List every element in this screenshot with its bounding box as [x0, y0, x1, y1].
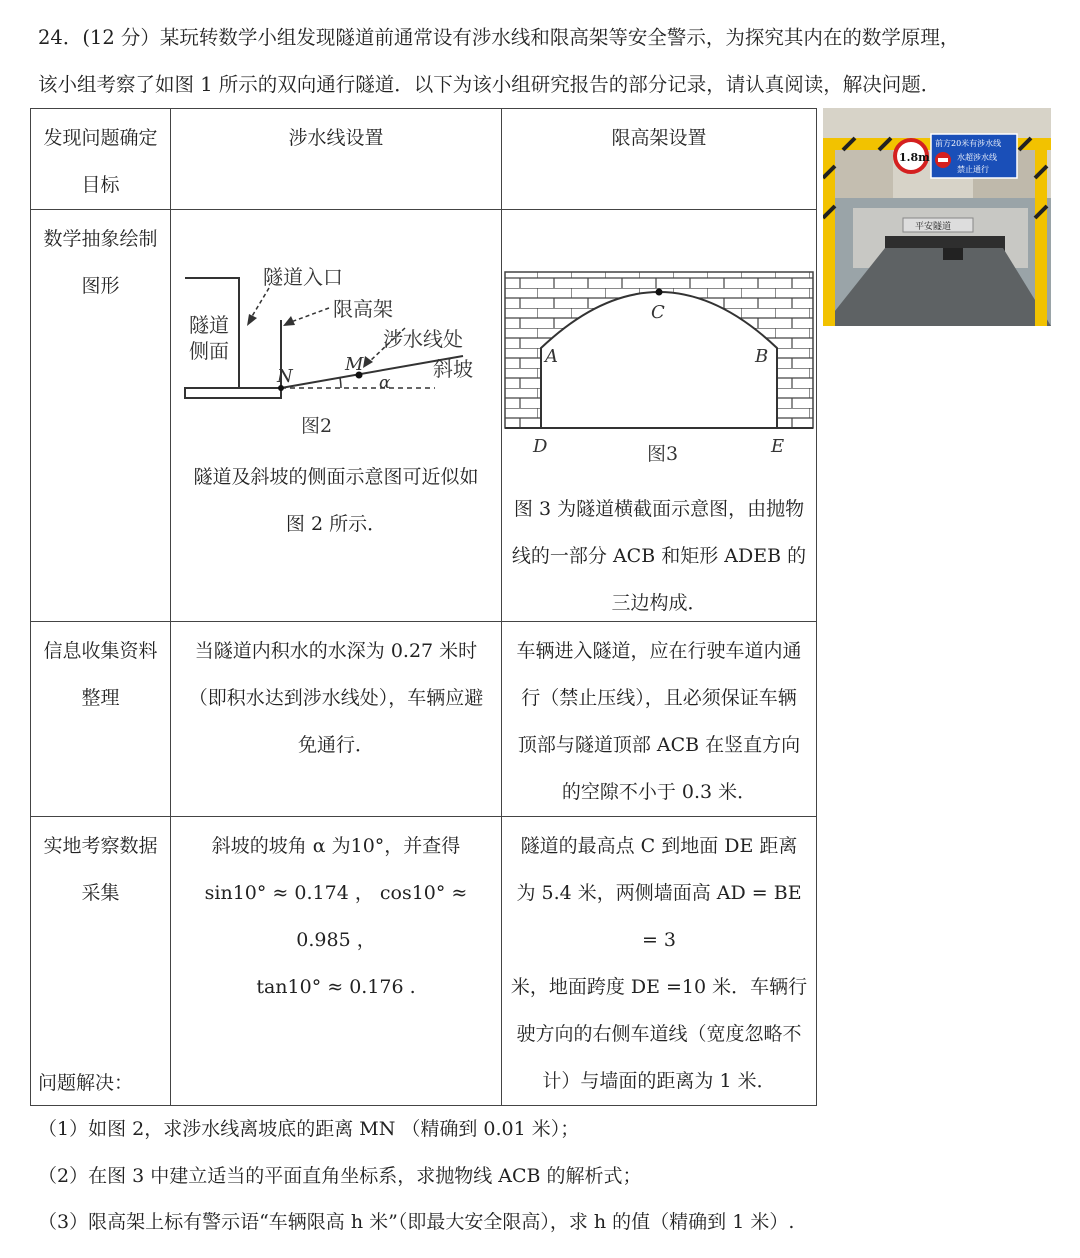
row-abstraction-label-line2: 图形 [81, 275, 120, 297]
photo-sign-text-3: 禁止通行 [957, 165, 989, 174]
info-height-line1: 车辆进入隧道，应在行驶车道内通 [516, 640, 802, 662]
info-water-line1: 当隧道内积水的水深为 0.27 米时 [194, 640, 478, 662]
field-slope-line2: sin10° ≈ 0.174 ， cos10° ≈ 0.985 ， [204, 882, 468, 951]
research-report-table [30, 108, 817, 1106]
field-slope-line1: 斜坡的坡角 α 为10°，并查得 [211, 835, 461, 857]
field-slope-line3: tan10° ≈ 0.176 . [256, 976, 416, 998]
figure-3-diagram [503, 268, 815, 468]
angle-arc [340, 378, 341, 388]
label-wall-2: 侧面 [189, 339, 229, 363]
header-cell-water-line [171, 109, 502, 210]
question-line-2: 该小组考察了如图 1 所示的双向通行隧道．以下为该小组研究报告的部分记录，请认真阅读，解决问题． [38, 73, 941, 96]
info-height-line4: 的空隙不小于 0.3 米． [561, 781, 757, 803]
row-field-data [31, 817, 817, 1106]
label-point-a: A [545, 346, 558, 367]
field-tunnel-line2: 为 5.4 米，两侧墙面高 AD = BE = 3 [516, 882, 802, 951]
question-line-1: 24．(12 分）某玩转数学小组发现隧道前通常设有涉水线和限高架等安全警示，为探究其内在的数学原理， [38, 26, 960, 49]
problem-solving-title: 问题解决： [38, 1072, 134, 1094]
label-tunnel-entrance: 隧道入口 [263, 265, 343, 289]
row-abstraction-label-line1: 数学抽象绘制 [43, 228, 158, 250]
photo-tunnel-name: 平安隧道 [915, 222, 952, 232]
row-field-label-line2: 采集 [81, 882, 120, 904]
question-part-3: （3）限高架上标有警示语“车辆限高 h 米”（即最大安全限高），求 h 的值（精确到 1 米）. [38, 1211, 795, 1233]
photo-sign-height: 1.8m [899, 151, 930, 164]
arrow-height-frame [291, 308, 329, 322]
row-information-label-line1: 信息收集资料 [43, 640, 158, 662]
field-tunnel-line3: 米，地面跨度 DE =10 米．车辆行 [510, 976, 808, 998]
row-field-label-line1: 实地考察数据 [43, 835, 158, 857]
photo-sign-text-1: 前方20米有涉水线 [935, 139, 1002, 148]
info-height-line3: 顶部与隧道顶部 ACB 在竖直方向 [517, 734, 801, 756]
row-information-water [171, 622, 502, 817]
point-c-dot [656, 289, 663, 296]
field-tunnel-line1: 隧道的最高点 C 到地面 DE 距离 [520, 835, 798, 857]
row-field-data-tunnel [502, 817, 817, 1106]
header-cell-goal [31, 109, 171, 210]
info-water-line2: （即积水达到涉水线处），车辆应避 [188, 687, 484, 709]
info-height-line2: 行（禁止压线），且必须保证车辆 [521, 687, 797, 709]
fig3-cell [502, 210, 817, 622]
header-cell-height-frame [502, 109, 817, 210]
label-water-line: 涉水线处 [383, 327, 463, 351]
row-abstraction [31, 210, 817, 622]
row-information [31, 622, 817, 817]
label-point-d: D [533, 436, 548, 457]
label-point-e: E [771, 436, 785, 457]
label-wall-1: 隧道 [189, 313, 229, 337]
row-field-data-slope [171, 817, 502, 1106]
row-abstraction-label [31, 210, 171, 622]
fig2-desc-line2: 图 2 所示． [285, 513, 387, 535]
arrow-entrance-head [247, 314, 257, 326]
arrow-entrance [251, 288, 269, 318]
question-part-2: （2）在图 3 中建立适当的平面直角坐标系，求抛物线 ACB 的解析式； [38, 1165, 642, 1187]
row-field-data-label [31, 817, 171, 1106]
row-information-label-line2: 整理 [81, 687, 120, 709]
fig3-desc-line2: 线的一部分 ACB 和矩形 ADEB 的 [511, 545, 807, 567]
label-height-frame: 限高架 [333, 297, 393, 321]
row-information-height [502, 622, 817, 817]
label-point-m: M [345, 354, 364, 375]
tunnel-floor-base [185, 388, 281, 398]
field-tunnel-line5: 计）与墙面的距离为 1 米． [542, 1070, 776, 1092]
arrow-water-line-head [363, 356, 373, 368]
photo-sign-text-2: 水超涉水线 [957, 153, 997, 162]
fig2-desc-line1: 隧道及斜坡的侧面示意图可近似如 [193, 466, 479, 488]
figure-2-diagram [173, 260, 501, 440]
header-goal-line2: 目标 [81, 174, 120, 196]
row-information-label [31, 622, 171, 817]
field-tunnel-line4: 驶方向的右侧车道线（宽度忽略不 [516, 1023, 802, 1045]
label-slope: 斜坡 [433, 357, 473, 381]
header-water-line: 涉水线设置 [288, 127, 384, 149]
figure-2-caption: 图2 [301, 415, 333, 437]
label-point-n: N [277, 366, 293, 387]
question-part-1: （1）如图 2，求涉水线离坡底的距离 MN （精确到 0.01 米）； [38, 1118, 580, 1140]
figure-1-photo [823, 108, 1051, 326]
fig2-cell [171, 210, 502, 622]
fig3-desc-line3: 三边构成． [611, 592, 707, 614]
arrow-height-frame-head [283, 316, 295, 326]
label-angle-alpha: α [379, 373, 391, 393]
header-row [31, 109, 817, 210]
label-point-c: C [651, 302, 665, 323]
figure-3-caption: 图3 [647, 443, 679, 465]
label-point-b: B [755, 346, 769, 367]
fig3-desc-line1: 图 3 为隧道横截面示意图，由抛物 [513, 498, 805, 520]
header-height-frame: 限高架设置 [611, 127, 707, 149]
tunnel-photo-illustration [823, 108, 1051, 326]
header-goal-line1: 发现问题确定 [43, 127, 158, 149]
info-water-line3: 免通行． [297, 734, 374, 756]
